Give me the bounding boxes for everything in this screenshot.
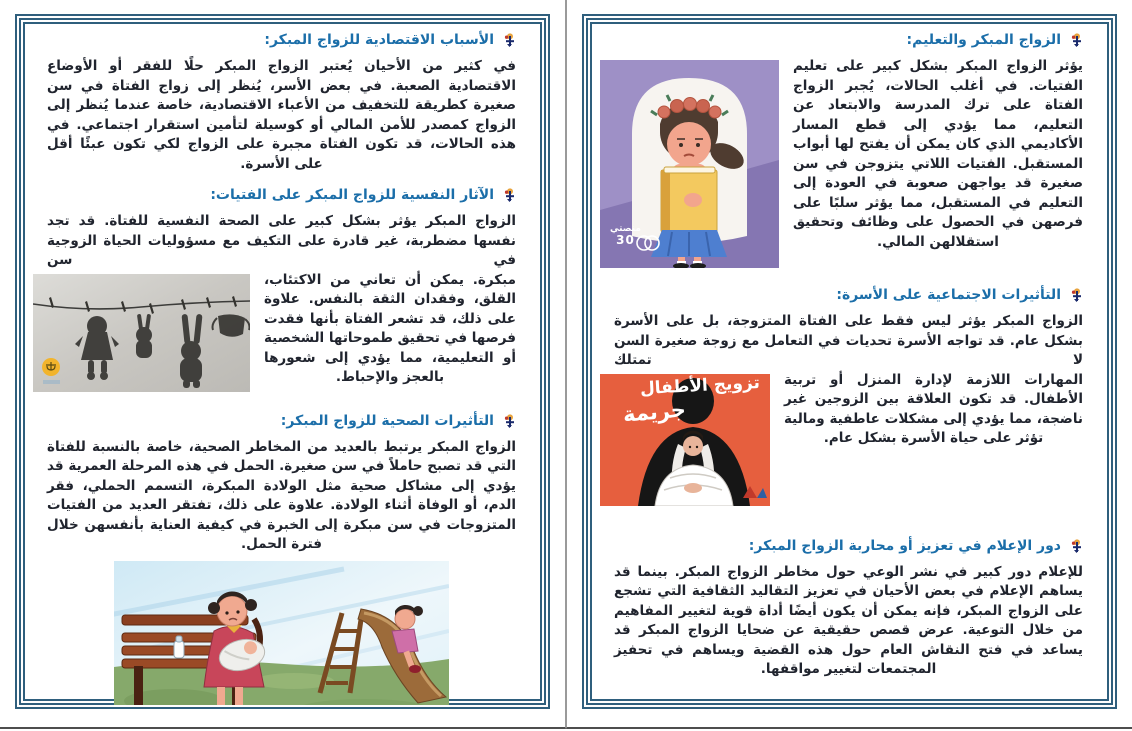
section-heading-economic-causes	[47, 32, 516, 48]
section-heading-media-role	[614, 538, 1083, 554]
paragraph-economic-causes: في كثير من الأحيان يُعتبر الزواج المبكر حلًا للفقر أو الأوضاع الاقتصادية الصعبة. في بعض الأسر، يُنظر إلى زواج الفتاة في سن صغيرة كطريقة للتخفيف من الأعباء الاقتصادية، خاصة عندما يُنظر إلى الزواج كمصدر للأمن المالي أو كوسيلة لتأمين استقرار اجتماعي. في هذه الحالات، قد تكون الفتاة مجبرة على الزواج لكي تكون عبئًا أقل على الأسرة.	[47, 58, 516, 172]
heading-text: التأثيرات الاجتماعية على الأسرة:	[836, 287, 1061, 303]
heading-text: الزواج المبكر والتعليم:	[906, 32, 1061, 48]
paragraph-media-role: للإعلام دور كبير في نشر الوعي حول مخاطر الزواج المبكر. بينما قد يساهم الإعلام في بعض الأحيان في تعزيز التقاليد الثقافية التي تشجع على الزواج المبكر، فإنه يمكن أن يكون أيضًا أداة قوية لتغيير المفاهيم من خلال التوعية. عرض قصص حقيقية عن ضحايا الزواج المبكر قد يساعد في فتح النقاش العام حول هذه القضية ويساهم في تحفيز المجتمعات لتغيير مواقفها.	[614, 563, 1083, 677]
child-marriage-crime-poster	[600, 374, 770, 506]
paragraph-health-effects: الزواج المبكر يرتبط بالعديد من المخاطر الصحية، خاصة بالنسبة للفتاة التي قد تصبح حاملاً في سن صغيرة. الحمل في هذه المرحلة العمرية قد يؤدي إلى مشاكل صحية مثل الولادة المبكرة، التسمم الحملي، فقر الدم، أو الوفاة أثناء الولادة. علاوة على ذلك، تفتقر العديد من الفتيات المتزوجات في سن مبكرة إلى الخبرة في كيفية العناية بأنفسهن خلال فترة الحمل.	[47, 438, 516, 552]
flower-bullet-icon	[1070, 288, 1083, 302]
paragraph-text: مبكرة. يمكن أن تعاني من الاكتئاب، القلق، وفقدان الثقة بالنفس. علاوة على ذلك، قد تشعر الفتاة بأنها فقدت فرصها في تحقيق طموحاتها الشخصية أو التعليمية، مما يؤدي إلى شعورها بالعجز والإحباط.	[264, 271, 516, 385]
page-right-content	[586, 18, 1113, 705]
flower-bullet-icon	[1070, 33, 1083, 47]
heading-text: دور الإعلام في تعزيز أو محاربة الزواج المبكر:	[748, 537, 1061, 554]
poster-text-line1: تزويج الأطفال	[639, 372, 761, 399]
flower-bullet-icon	[503, 188, 516, 202]
paragraph-marriage-education	[610, 57, 1083, 274]
section-heading-social-effects	[614, 287, 1083, 303]
paragraph-part-1: الزواج المبكر يؤثر ليس فقط على الفتاة المتزوجة، بل على الأسرة بشكل عام. قد تواجه الأسرة تحديات في التعامل مع زوجة صغيرة السن لا تمتلك	[614, 313, 1083, 368]
poster-text-line2: جريمة	[622, 396, 687, 427]
paragraph-part-2-with-image	[47, 271, 516, 398]
paragraph-social-effects	[614, 312, 1083, 512]
playground-cartoon-wrapper	[47, 561, 516, 706]
heading-text: الأسباب الاقتصادية للزواج المبكر:	[264, 32, 494, 48]
paragraph-text: المهارات اللازمة لإدارة المنزل أو تربية الأطفال. قد تكون العلاقة بين الزوجين غير ناضجة، مما يؤدي إلى مشكلات عاطفية ومالية تؤثر على حياة الأسرة بشكل عام.	[784, 371, 1083, 446]
flower-bullet-icon	[1070, 539, 1083, 553]
paragraph-text: يؤثر الزواج المبكر بشكل كبير على تعليم الفتيات. في أغلب الحالات، يُجبر الزواج الفتاة على ترك المدرسة والابتعاد عن التعليم، مما يؤدي إلى قطع المسار الأكاديمي الذي كان يمكن أن يفتح لها أبواب المستقبل. الفتيات اللاتي يتزوجن في سن صغيرة قد يواجهن صعوبة في العودة إلى التعليم في المستقبل، مما يؤثر سلبًا على فرصهن في الحصول على وظائف وتحقيق استقلالهن المالي.	[793, 58, 1083, 250]
heading-text: الآثار النفسية للزواج المبكر على الفتيات:	[210, 187, 494, 203]
flower-bullet-icon	[503, 33, 516, 47]
page-right	[566, 0, 1132, 729]
hanging-toys-photo	[33, 274, 250, 392]
paragraph-part-2-with-image	[614, 371, 1083, 512]
paragraph-part-1: الزواج المبكر يؤثر بشكل كبير على الصحة النفسية للفتاة. قد تجد نفسها مضطربة، غير قادرة على التكيف مع مسؤوليات الحياة الزوجية في سن	[47, 213, 516, 268]
page-left-content	[19, 18, 546, 705]
paragraph-psychological-effects	[47, 212, 516, 398]
young-mother-playground-cartoon	[114, 561, 449, 706]
sad-girl-with-book-illustration	[600, 60, 779, 268]
section-heading-marriage-education	[614, 32, 1083, 48]
section-heading-health-effects	[47, 413, 516, 429]
mansati-30-logo: منصتي 30	[610, 224, 641, 247]
section-heading-psychological-effects	[47, 187, 516, 203]
page-left	[0, 0, 566, 729]
flower-bullet-icon	[503, 414, 516, 428]
heading-text: التأثيرات الصحية للزواج المبكر:	[280, 412, 494, 429]
